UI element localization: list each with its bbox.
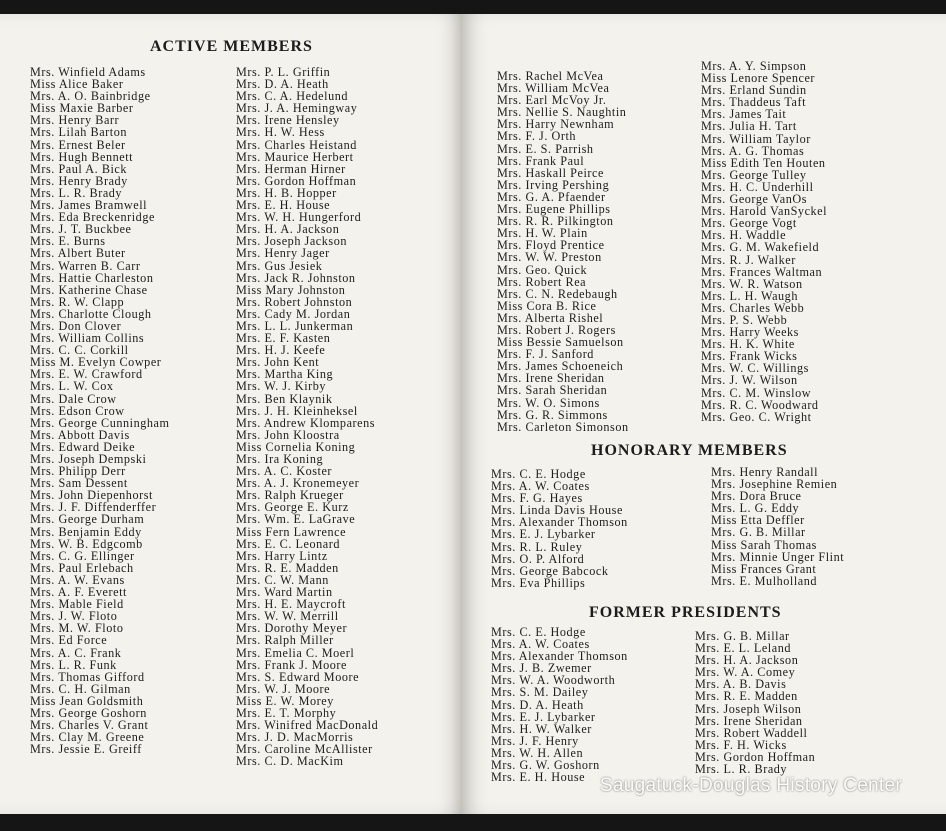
member-name: Mrs. W. O. Simons (497, 395, 600, 410)
member-name: Mrs. G. R. Simmons (497, 407, 608, 422)
member-name: Mrs. Clay M. Greene (30, 730, 145, 745)
member-name: Mrs. Abbott Davis (30, 427, 130, 442)
member-name: Mrs. W. B. Edgcomb (30, 536, 143, 551)
member-name: Mrs. E. J. Lybarker (491, 527, 596, 542)
member-name: Mrs. James Schoeneich (497, 359, 624, 374)
active-members-column-2 (236, 66, 378, 767)
member-name: Mrs. William McVea (497, 81, 610, 96)
member-name: Mrs. Charles Heistand (236, 137, 357, 152)
member-name: Mrs. Henry Jager (236, 246, 330, 261)
member-name: Mrs. Edward Deike (30, 439, 136, 454)
member-name: Mrs. J. A. Hemingway (236, 101, 358, 116)
member-name: Mrs. William Collins (30, 331, 145, 346)
member-name: Mrs. Irene Sheridan (695, 713, 803, 728)
member-name: Mrs. Philipp Derr (30, 464, 126, 479)
member-name: Mrs. R. E. Madden (236, 560, 339, 575)
member-name: Mrs. Martha King (236, 367, 334, 382)
member-name: Mrs. D. A. Heath (236, 77, 329, 92)
member-name: Mrs. H. Waddle (701, 228, 787, 243)
member-name: Mrs. Joseph Dempski (30, 452, 147, 466)
member-name: Mrs. Ralph Krueger (236, 488, 344, 503)
member-name: Mrs. A. J. Kronemeyer (236, 476, 360, 491)
member-name: Mrs. H. A. Jackson (236, 222, 340, 237)
member-name: Mrs. Erland Sundin (701, 83, 807, 98)
member-name: Mrs. S. Edward Moore (236, 669, 360, 684)
member-name: Mrs. G. W. Goshorn (491, 758, 600, 773)
member-name: Mrs. Mable Field (30, 597, 124, 612)
member-name: Mrs. Ben Klaynik (236, 391, 333, 406)
member-name: Mrs. P. L. Griffin (236, 65, 331, 79)
member-name: Mrs. H. K. White (701, 337, 795, 352)
member-name: Mrs. Winifred MacDonald (236, 718, 379, 733)
member-name: Mrs. W. A. Woodworth (491, 673, 616, 688)
member-name: Mrs. Robert Johnston (236, 294, 353, 309)
member-name: Mrs. L. R. Funk (30, 657, 117, 672)
member-name: Mrs. E. L. Leland (695, 641, 791, 656)
member-name: Mrs. Maurice Herbert (236, 149, 354, 164)
member-name: Mrs. H. W. Hess (236, 125, 325, 140)
member-name: Mrs. Gordon Hoffman (695, 749, 816, 764)
member-name: Mrs. Ernest Beler (30, 137, 126, 152)
member-name: Mrs. Paul A. Bick (30, 161, 128, 176)
member-name: Miss Maxie Barber (30, 101, 134, 116)
member-name: Mrs. C. G. Ellinger (30, 548, 135, 563)
member-name: Mrs. Charles V. Grant (30, 718, 149, 733)
member-name: Mrs. P. S. Webb (701, 312, 788, 327)
member-name: Mrs. Nellie S. Naughtin (497, 105, 627, 120)
member-name: Miss Fern Lawrence (236, 524, 347, 539)
member-name: Mrs. A. G. Thomas (701, 143, 805, 158)
member-name: Mrs. Charlotte Clough (30, 306, 152, 321)
member-name: Mrs. W. C. Willings (701, 361, 809, 376)
member-name: Mrs. G. A. Pfaender (497, 189, 606, 204)
member-name: Mrs. Cady M. Jordan (236, 306, 351, 321)
member-name: Mrs. L. H. Waugh (701, 288, 798, 303)
member-name: Mrs. E. Mulholland (711, 573, 818, 588)
member-name: Mrs. Edson Crow (30, 403, 125, 418)
member-name: Mrs. C. C. Corkill (30, 343, 129, 358)
member-name: Mrs. L. G. Eddy (711, 501, 800, 516)
member-name: Mrs. Dora Bruce (711, 489, 802, 504)
member-name: Mrs. Robert Waddell (695, 725, 808, 740)
member-name: Mrs. George Cunningham (30, 415, 170, 430)
member-name: Mrs. L. L. Junkerman (236, 318, 354, 333)
member-name: Mrs. H. J. Keefe (236, 343, 326, 358)
member-name: Miss Sarah Thomas (711, 537, 817, 552)
watermark: Saugatuck-Douglas History Center (599, 775, 902, 796)
member-name: Mrs. C. H. Gilman (30, 681, 131, 696)
member-name: Mrs. Haskall Peirce (497, 165, 604, 180)
member-name: Miss E. W. Morey (236, 693, 334, 708)
member-name: Mrs. Ralph Miller (236, 633, 334, 648)
member-name: Mrs. John Kloostra (236, 427, 340, 442)
member-name: Miss Etta Deffler (711, 513, 805, 528)
member-name: Mrs. Jack R. Johnston (236, 270, 356, 285)
member-name: Mrs. J. W. Wilson (701, 373, 798, 388)
member-name: Mrs. Dale Crow (30, 391, 117, 406)
member-name: Mrs. George E. Kurz (236, 500, 349, 515)
former-presidents-heading: FORMER PRESIDENTS (589, 604, 782, 621)
member-name: Miss Lenore Spencer (701, 71, 816, 86)
member-name: Mrs. W. W. Merrill (236, 609, 339, 624)
member-name: Mrs. Earl McVoy Jr. (497, 93, 607, 108)
member-name: Mrs. James Bramwell (30, 198, 148, 213)
active-members-column-3 (497, 70, 629, 433)
member-name: Mrs. R. E. Madden (695, 689, 798, 704)
former-presidents-column-1 (491, 626, 628, 783)
member-name: Mrs. A. W. Evans (30, 572, 125, 587)
member-name: Miss Cornelia Koning (236, 439, 356, 454)
member-name: Mrs. W. W. Preston (497, 250, 602, 265)
member-name: Mrs. Frank Wicks (701, 349, 798, 364)
member-name: Mrs. Henry Brady (30, 173, 128, 188)
member-name: Mrs. Minnie Unger Flint (711, 549, 845, 564)
member-name: Mrs. F. J. Sanford (497, 347, 594, 362)
member-name: Mrs. C. W. Mann (236, 572, 329, 587)
member-name: Mrs. Eda Breckenridge (30, 210, 155, 225)
member-name: Mrs. Frank Paul (497, 153, 585, 168)
member-name: Mrs. O. P. Alford (491, 551, 585, 566)
member-name: Mrs. W. A. Comey (695, 665, 796, 680)
member-name: Mrs. Lilah Barton (30, 125, 128, 140)
member-name: Mrs. Don Clover (30, 318, 122, 333)
member-name: Mrs. G. B. Millar (695, 629, 790, 643)
member-name: Mrs. L. R. Brady (30, 185, 123, 200)
member-name: Mrs. George Tulley (701, 167, 807, 182)
member-name: Mrs. Thaddeus Taft (701, 95, 807, 110)
member-name: Mrs. Josephine Remien (711, 477, 838, 492)
member-name: Mrs. Benjamin Eddy (30, 524, 142, 539)
honorary-members-column-1 (491, 468, 628, 589)
member-name: Mrs. J. H. Kleinheksel (236, 403, 358, 418)
member-name: Miss Cora B. Rice (497, 298, 597, 313)
member-name: Mrs. W. J. Kirby (236, 379, 327, 394)
member-name: Mrs. C. A. Hedelund (236, 89, 349, 104)
member-name: Mrs. Thomas Gifford (30, 669, 145, 684)
member-name: Mrs. Linda Davis House (491, 503, 623, 518)
member-name: Mrs. J. F. Henry (491, 733, 579, 748)
member-name: Mrs. H. A. Jackson (695, 653, 799, 668)
member-name: Mrs. H. B. Hopper (236, 185, 337, 200)
member-name: Mrs. W. R. Watson (701, 276, 803, 291)
member-name: Mrs. Geo. C. Wright (701, 409, 812, 424)
member-name: Mrs. E. C. Leonard (236, 536, 340, 551)
member-name: Mrs. Ed Force (30, 633, 108, 648)
member-name: Miss Bessie Samuelson (497, 335, 624, 350)
member-name: Mrs. Alberta Rishel (497, 310, 604, 325)
member-name: Mrs. Dorothy Meyer (236, 621, 348, 636)
member-name: Mrs. W. H. Hungerford (236, 210, 362, 225)
member-name: Mrs. Caroline McAllister (236, 742, 373, 757)
member-name: Mrs. H. E. Maycroft (236, 597, 346, 612)
member-name: Mrs. J. T. Buckbee (30, 222, 132, 237)
member-name: Mrs. A. W. Coates (491, 479, 590, 494)
member-name: Mrs. James Tait (701, 107, 787, 122)
member-name: Mrs. E. W. Crawford (30, 367, 143, 382)
member-name: Mrs. Alexander Thomson (491, 649, 628, 664)
member-name: Mrs. Herman Hirner (236, 161, 346, 176)
member-name: Mrs. Hugh Bennett (30, 149, 134, 164)
member-name: Mrs. Julia H. Tart (701, 119, 797, 134)
member-name: Mrs. George Vogt (701, 216, 797, 231)
member-name: Mrs. J. D. MacMorris (236, 730, 354, 745)
member-name: Mrs. Robert Rea (497, 274, 587, 289)
member-name: Mrs. A. Y. Simpson (701, 59, 807, 73)
honorary-members-column-2 (711, 466, 844, 587)
member-name: Mrs. L. R. Brady (695, 762, 788, 777)
member-name: Mrs. R. W. Clapp (30, 294, 125, 309)
member-name: Miss Jean Goldsmith (30, 693, 144, 708)
member-name: Mrs. E. H. House (236, 198, 331, 213)
member-name: Mrs. Gus Jesiek (236, 258, 323, 273)
member-name: Mrs. George Babcock (491, 563, 609, 578)
member-name: Mrs. A. C. Frank (30, 645, 122, 660)
honorary-members-heading: HONORARY MEMBERS (591, 442, 788, 459)
right-page (463, 14, 946, 814)
member-name: Mrs. Frances Waltman (701, 264, 823, 279)
member-name: Mrs. D. A. Heath (491, 697, 584, 712)
member-name: Mrs. Hattie Charleston (30, 270, 154, 285)
member-name: Mrs. J. F. Diffenderffer (30, 500, 157, 515)
member-name: Mrs. F. J. Orth (497, 129, 577, 144)
member-name: Mrs. M. W. Floto (30, 621, 124, 636)
member-name: Mrs. H. W. Plain (497, 226, 588, 241)
member-name: Mrs. Sam Dessent (30, 476, 128, 491)
member-name: Mrs. W. H. Allen (491, 745, 584, 760)
member-name: Mrs. Joseph Wilson (695, 701, 802, 716)
member-name: Miss M. Evelyn Cowper (30, 355, 162, 370)
active-members-heading: ACTIVE MEMBERS (150, 38, 313, 55)
member-name: Mrs. Alexander Thomson (491, 515, 628, 530)
member-name: Mrs. Carleton Simonson (497, 419, 629, 434)
member-name: Mrs. R. J. Walker (701, 252, 796, 267)
member-name: Mrs. Eva Phillips (491, 575, 586, 590)
left-page (0, 14, 463, 814)
member-name: Mrs. Harry Lintz (236, 548, 328, 563)
member-name: Mrs. William Taylor (701, 131, 811, 146)
member-name: Miss Frances Grant (711, 561, 817, 576)
member-name: Miss Mary Johnston (236, 282, 346, 297)
member-name: Mrs. Gordon Hoffman (236, 173, 357, 188)
member-name: Mrs. John Diepenhorst (30, 488, 153, 503)
member-name: Mrs. Sarah Sheridan (497, 383, 608, 398)
member-name: Mrs. H. W. Walker (491, 721, 592, 736)
member-name: Mrs. Harry Newnham (497, 117, 615, 132)
member-name: Mrs. H. C. Underhill (701, 179, 814, 194)
member-name: Mrs. Albert Buter (30, 246, 126, 261)
member-name: Mrs. F. G. Hayes (491, 491, 583, 506)
member-name: Mrs. E. J. Lybarker (491, 709, 596, 724)
member-name: Mrs. Robert J. Rogers (497, 322, 616, 337)
member-name: Mrs. Katherine Chase (30, 282, 148, 297)
member-name: Mrs. Ward Martin (236, 585, 333, 600)
member-name: Mrs. E. S. Parrish (497, 141, 594, 156)
member-name: Mrs. Ira Koning (236, 452, 324, 466)
member-name: Mrs. Henry Randall (711, 465, 819, 479)
member-name: Mrs. Henry Barr (30, 113, 120, 128)
member-name: Mrs. George Goshorn (30, 705, 147, 720)
member-name: Mrs. John Kent (236, 355, 320, 370)
member-name: Mrs. C. D. MacKim (236, 754, 344, 769)
member-name: Mrs. A. F. Everett (30, 585, 127, 600)
member-name: Mrs. G. B. Millar (711, 525, 806, 540)
member-name: Mrs. Frank J. Moore (236, 657, 347, 672)
member-name: Mrs. Joseph Jackson (236, 234, 347, 249)
member-name: Mrs. A. B. Davis (695, 677, 787, 692)
member-name: Miss Edith Ten Houten (701, 155, 826, 170)
member-name: Mrs. J. W. Floto (30, 609, 118, 624)
member-name: Mrs. Harry Weeks (701, 325, 799, 340)
member-name: Mrs. Wm. E. LaGrave (236, 512, 356, 527)
member-name: Mrs. R. L. Ruley (491, 539, 583, 554)
member-name: Mrs. Jessie E. Greiff (30, 742, 142, 757)
member-name: Mrs. R. C. Woodward (701, 397, 819, 412)
member-name: Mrs. W. J. Moore (236, 681, 331, 696)
member-name: Mrs. Floyd Prentice (497, 238, 605, 253)
member-name: Mrs. C. E. Hodge (491, 625, 586, 639)
member-name: Mrs. George VanOs (701, 192, 808, 207)
member-name: Mrs. Emelia C. Moerl (236, 645, 355, 660)
member-name: Mrs. A. W. Coates (491, 637, 590, 652)
member-name: Mrs. Charles Webb (701, 300, 805, 315)
member-name: Mrs. S. M. Dailey (491, 685, 589, 700)
member-name: Mrs. E. F. Kasten (236, 331, 331, 346)
active-members-column-4 (701, 60, 827, 423)
member-name: Mrs. Andrew Klomparens (236, 415, 376, 430)
member-name: Mrs. E. H. House (491, 770, 586, 785)
member-name: Mrs. Harold VanSyckel (701, 204, 828, 219)
member-name: Mrs. R. R. Pilkington (497, 214, 614, 229)
member-name: Mrs. C. M. Winslow (701, 385, 812, 400)
member-name: Mrs. Eugene Phillips (497, 202, 611, 217)
member-name: Mrs. Rachel McVea (497, 69, 604, 83)
active-members-column-1 (30, 66, 170, 755)
member-name: Mrs. George Durham (30, 512, 145, 527)
former-presidents-column-2 (695, 630, 815, 775)
member-name: Mrs. C. N. Redebaugh (497, 286, 618, 301)
member-name: Mrs. F. H. Wicks (695, 737, 787, 752)
member-name: Mrs. E. T. Morphy (236, 705, 337, 720)
member-name: Mrs. C. E. Hodge (491, 467, 586, 481)
member-name: Miss Alice Baker (30, 77, 124, 92)
member-name: Mrs. L. W. Cox (30, 379, 114, 394)
member-name: Mrs. Irene Sheridan (497, 371, 605, 386)
member-name: Mrs. E. Burns (30, 234, 106, 249)
member-name: Mrs. Winfield Adams (30, 65, 146, 79)
member-name: Mrs. G. M. Wakefield (701, 240, 820, 255)
member-name: Mrs. Warren B. Carr (30, 258, 141, 273)
member-name: Mrs. A. O. Bainbridge (30, 89, 151, 104)
member-name: Mrs. Paul Erlebach (30, 560, 134, 575)
member-name: Mrs. J. B. Zwemer (491, 661, 592, 676)
member-name: Mrs. Irene Hensley (236, 113, 340, 128)
member-name: Mrs. Irving Pershing (497, 177, 610, 192)
member-name: Mrs. A. C. Koster (236, 464, 333, 479)
member-name: Mrs. Geo. Quick (497, 262, 588, 277)
